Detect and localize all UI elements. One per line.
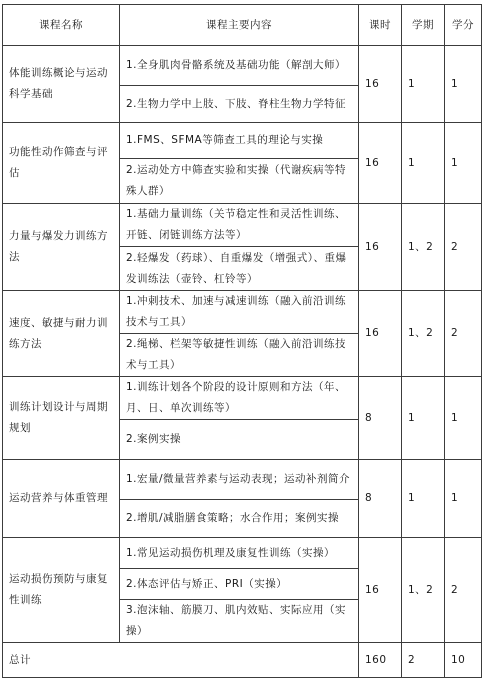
table-row	[3, 538, 482, 569]
table-row	[3, 46, 482, 86]
course-content-item: 2.案例实操	[120, 420, 359, 460]
course-hours: 16	[359, 46, 402, 123]
course-content-item: 2.轻爆发（药球）、自重爆发（增强式）、重爆发训练法（壶铃、杠铃等）	[120, 247, 359, 291]
course-content-item: 1.宏量/微量营养素与运动表现；运动补剂简介	[120, 460, 359, 500]
course-name: 运动损伤预防与康复性训练	[3, 538, 120, 643]
course-hours: 16	[359, 291, 402, 377]
course-hours: 16	[359, 538, 402, 643]
table-row	[3, 291, 482, 334]
course-content-item: 1.常见运动损伤机理及康复性训练（实操）	[120, 538, 359, 569]
course-content-item: 2.生物力学中上肢、下肢、脊柱生物力学特征	[120, 86, 359, 123]
course-content-item: 2.增肌/减脂膳食策略；水合作用；案例实操	[120, 500, 359, 538]
course-content-item: 2.运动处方中筛查实验和实操（代谢疾病等特殊人群）	[120, 159, 359, 204]
course-hours: 8	[359, 460, 402, 538]
course-hours: 8	[359, 377, 402, 460]
header-course-content: 课程主要内容	[120, 5, 359, 46]
course-credit: 1	[445, 46, 482, 123]
total-hours: 160	[359, 643, 402, 678]
course-name: 运动营养与体重管理	[3, 460, 120, 538]
course-content-item: 1.基础力量训练（关节稳定性和灵活性训练、开链、闭链训练方法等）	[120, 204, 359, 247]
course-content-item: 1.FMS、SFMA等筛查工具的理论与实操	[120, 123, 359, 159]
course-term: 1	[402, 460, 445, 538]
table-row	[3, 460, 482, 500]
header-term: 学期	[402, 5, 445, 46]
course-term: 1	[402, 123, 445, 204]
total-term: 2	[402, 643, 445, 678]
course-credit: 1	[445, 460, 482, 538]
course-term: 1	[402, 46, 445, 123]
course-content-item: 3.泡沫轴、筋膜刀、肌内效贴、实际应用（实操）	[120, 600, 359, 643]
total-credit: 10	[445, 643, 482, 678]
course-content-item: 1.训练计划各个阶段的设计原则和方法（年、月、日、单次训练等）	[120, 377, 359, 420]
course-table	[2, 4, 482, 678]
course-term: 1、2	[402, 204, 445, 291]
table-row	[3, 204, 482, 247]
course-term: 1、2	[402, 291, 445, 377]
header-hours: 课时	[359, 5, 402, 46]
course-content-item: 1.冲刺技术、加速与减速训练（融入前沿训练技术与工具）	[120, 291, 359, 334]
table-row	[3, 123, 482, 159]
course-content-item: 2.绳梯、栏架等敏捷性训练（融入前沿训练技术与工具）	[120, 334, 359, 377]
course-credit: 1	[445, 123, 482, 204]
course-content-item: 1.全身肌肉骨骼系统及基础功能（解剖大师）	[120, 46, 359, 86]
course-name: 训练计划设计与周期规划	[3, 377, 120, 460]
course-credit: 2	[445, 204, 482, 291]
header-row	[3, 5, 482, 46]
header-course-name: 课程名称	[3, 5, 120, 46]
course-term: 1	[402, 377, 445, 460]
course-hours: 16	[359, 123, 402, 204]
course-credit: 1	[445, 377, 482, 460]
total-row	[3, 643, 482, 678]
course-name: 力量与爆发力训练方法	[3, 204, 120, 291]
course-name: 功能性动作筛查与评估	[3, 123, 120, 204]
course-name: 体能训练概论与运动科学基础	[3, 46, 120, 123]
total-label: 总计	[3, 643, 359, 678]
course-content-item: 2.体态评估与矫正、PRI（实操）	[120, 569, 359, 600]
course-name: 速度、敏捷与耐力训练方法	[3, 291, 120, 377]
table-row	[3, 377, 482, 420]
course-credit: 2	[445, 291, 482, 377]
course-hours: 16	[359, 204, 402, 291]
course-credit: 2	[445, 538, 482, 643]
course-term: 1、2	[402, 538, 445, 643]
header-credit: 学分	[445, 5, 482, 46]
